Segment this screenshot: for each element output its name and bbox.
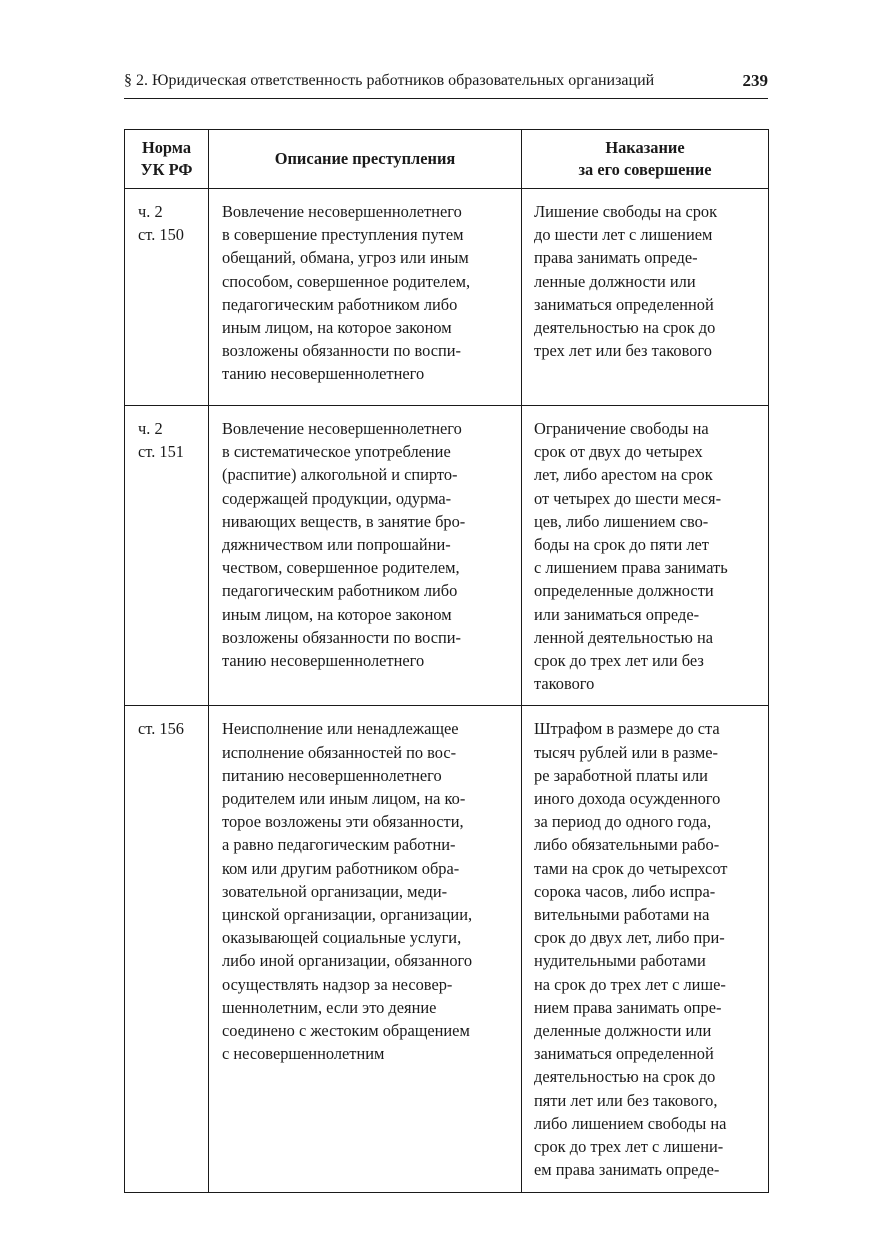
norm-text: ст. 156: [138, 719, 184, 739]
penalty-cell: [522, 189, 769, 406]
column-header-description-label: Описание преступления: [274, 149, 456, 168]
penalty-cell: [522, 406, 769, 706]
column-header-norm: [125, 130, 209, 189]
norm-cell: [125, 706, 209, 1192]
page-number: 239: [742, 71, 768, 90]
criminal-code-table: [124, 129, 769, 1193]
table-row: [125, 189, 769, 406]
norm-cell: [125, 189, 209, 406]
table-header-row: [125, 130, 769, 189]
description-cell: [209, 406, 522, 706]
description-text: Вовлечение несовершеннолетнего в систематическое употребление (распитие) алкогольной и спирто- содержащей продукции, одурма- нивающих веществ, в занятие бро- дяжничеством или попрошайни- чеством, совершенное родителем, педагогическим работником либо иным лицом, на которое законом возложены обязанности по воспи- танию несовершеннолетнего: [222, 419, 466, 671]
description-text: Вовлечение несовершеннолетнего в совершение преступления путем обещаний, обмана, угроз или иным способом, совершенное родителем, педагогическим работником либо иным лицом, на которое законом возложены обязанности по воспи- танию несовершеннолетнего: [222, 202, 471, 384]
section-title: § 2. Юридическая ответственность работников образовательных организаций: [124, 72, 655, 89]
column-header-penalty-label: Наказание за его совершение: [578, 138, 712, 179]
column-header-description: [209, 130, 522, 189]
table-row: [125, 706, 769, 1192]
running-header: [124, 70, 768, 99]
description-cell: [209, 706, 522, 1192]
norm-text: ч. 2 ст. 150: [138, 202, 184, 245]
column-header-penalty: [522, 130, 769, 189]
description-text: Неисполнение или ненадлежащее исполнение обязанностей по вос- питанию несовершеннолетнего родителем или иным лицом, на ко- торое возложены эти обязанности, а равно педагогическим работни- ком или другим работником обра- зовательной организации, меди- цинской организации, организации, оказывающей социальные услуги, либо иной организации, обязанного осуществлять надзор за несовер- шеннолетним, если это деяние соединено с жестоким обращением с несовершеннолетним: [222, 719, 473, 1064]
penalty-text: Ограничение свободы на срок от двух до четырех лет, либо арестом на срок от четырех до шести меся- цев, либо лишением сво- боды на срок до пяти лет с лишением права занимать определенные должности или заниматься опреде- ленной деятельностью на срок до трех лет или без такового: [534, 419, 728, 694]
norm-text: ч. 2 ст. 151: [138, 419, 184, 462]
description-cell: [209, 189, 522, 406]
penalty-text: Штрафом в размере до ста тысяч рублей или в разме- ре заработной платы или иного дохода осужденного за период до одного года, либо обязательными рабо- тами на срок до четырехсот сорока часов, либо испра- вительными работами на срок до двух лет, либо при- нудительными работами на срок до трех лет с лише- нием права занимать опре- деленные должности или заниматься определенной деятельностью на срок до пяти лет или без такового, либо лишением свободы на срок до трех лет с лишени- ем права занимать опреде-: [534, 719, 728, 1180]
column-header-norm-label: Норма УК РФ: [140, 138, 193, 179]
penalty-cell: [522, 706, 769, 1192]
table-row: [125, 406, 769, 706]
penalty-text: Лишение свободы на срок до шести лет с лишением права занимать опреде- ленные должности или заниматься определенной деятельностью на срок до трех лет или без такового: [534, 202, 718, 361]
norm-cell: [125, 406, 209, 706]
